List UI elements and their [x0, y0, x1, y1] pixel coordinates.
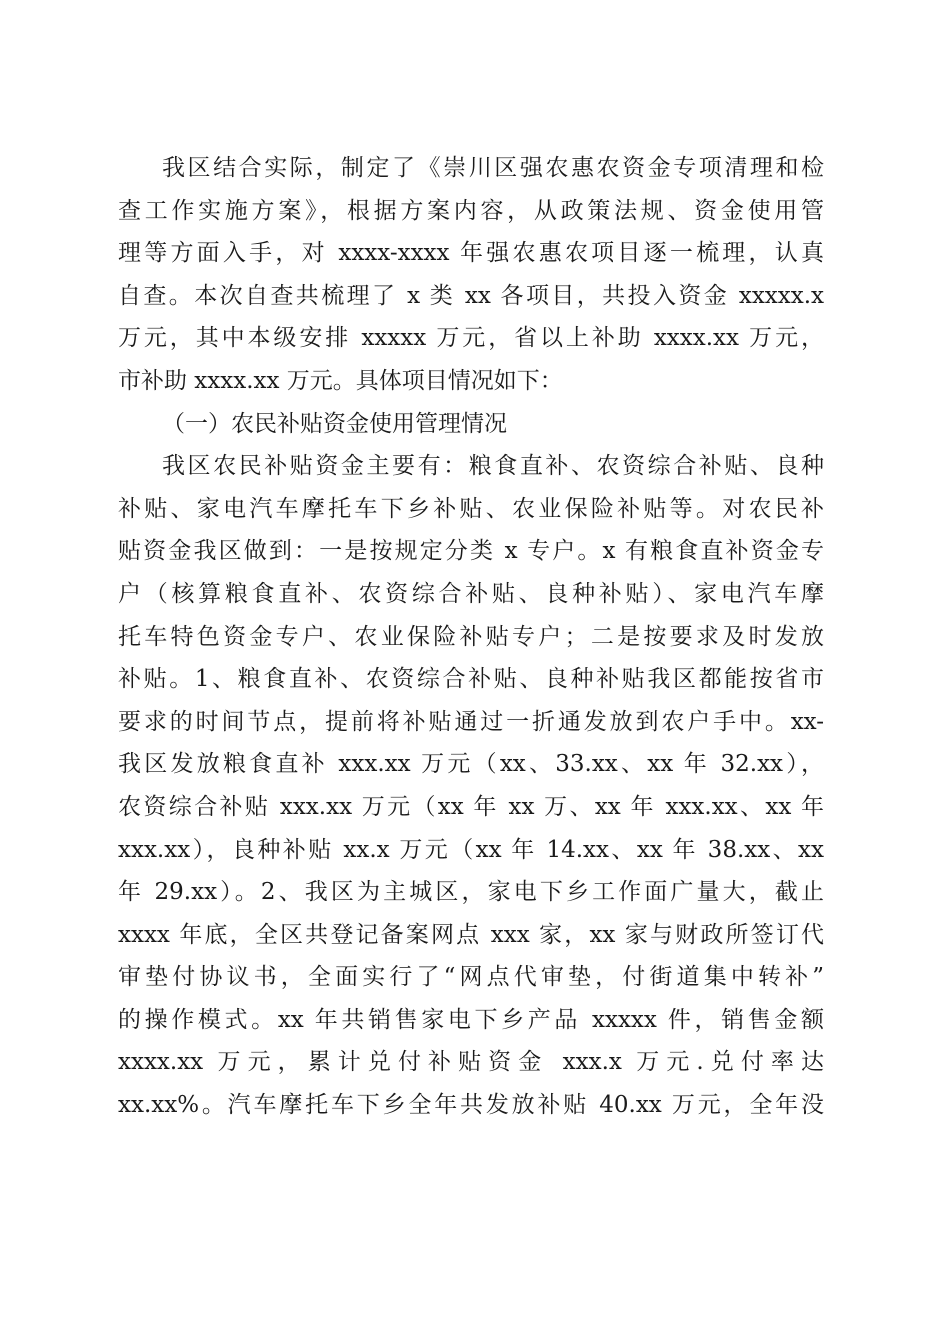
- paragraph-line: xxx.xx），良种补贴 xx.x 万元（xx 年 14.xx、xx 年 38.xx、xx: [118, 836, 824, 863]
- paragraph-line: 审垫付协议书，全面实行了“网点代审垫，付街道集中转补”: [118, 964, 824, 991]
- paragraph-line: 万元，其中本级安排 xxxxx 万元，省以上补助 xxxx.xx 万元，: [118, 325, 824, 352]
- paragraph-line: 补贴。1、粮食直补、农资综合补贴、良种补贴我区都能按省市: [118, 666, 824, 693]
- paragraph-line: 户（核算粮食直补、农资综合补贴、良种补贴）、家电汽车摩: [118, 580, 824, 607]
- paragraph-line: 自查。本次自查共梳理了 x 类 xx 各项目，共投入资金 xxxxx.x: [118, 282, 824, 309]
- section-heading: （一）农民补贴资金使用管理情况: [162, 410, 507, 437]
- paragraph-line: 我区结合实际，制定了《崇川区强农惠农资金专项清理和检: [162, 155, 824, 181]
- paragraph-line: 市补助 xxxx.xx 万元。具体项目情况如下：: [118, 367, 563, 394]
- paragraph-line: 托车特色资金专户、农业保险补贴专户；二是按要求及时发放: [118, 623, 824, 650]
- paragraph-line: 补贴、家电汽车摩托车下乡补贴、农业保险补贴等。对农民补: [118, 495, 824, 522]
- document-body: [118, 147, 824, 1127]
- paragraph-line: xx.xx%。汽车摩托车下乡全年共发放补贴 40.xx 万元，全年没: [118, 1092, 824, 1119]
- paragraph-line: 我区发放粮食直补 xxx.xx 万元（xx、33.xx、xx 年 32.xx），: [118, 751, 824, 778]
- paragraph-line: 年 29.xx）。2、我区为主城区，家电下乡工作面广量大，截止: [118, 879, 824, 906]
- paragraph-line: 贴资金我区做到：一是按规定分类 x 专户。x 有粮食直补资金专: [118, 538, 824, 565]
- paragraph-line: 的操作模式。xx 年共销售家电下乡产品 xxxxx 件，销售金额: [118, 1006, 824, 1033]
- paragraph-line: xxxx 年底，全区共登记备案网点 xxx 家，xx 家与财政所签订代: [118, 921, 824, 948]
- paragraph-line: 理等方面入手，对 xxxx-xxxx 年强农惠农项目逐一梳理，认真: [118, 240, 824, 267]
- paragraph-line: 农资综合补贴 xxx.xx 万元（xx 年 xx 万、xx 年 xxx.xx、xx 年: [118, 793, 824, 820]
- paragraph-line: 我区农民补贴资金主要有：粮食直补、农资综合补贴、良种: [162, 453, 824, 480]
- paragraph-line: 查工作实施方案》，根据方案内容，从政策法规、资金使用管: [118, 197, 824, 224]
- paragraph-line: xxxx.xx 万元，累计兑付补贴资金 xxx.x 万元.兑付率达: [118, 1049, 824, 1076]
- paragraph-line: 要求的时间节点，提前将补贴通过一折通发放到农户手中。xx-: [118, 708, 824, 735]
